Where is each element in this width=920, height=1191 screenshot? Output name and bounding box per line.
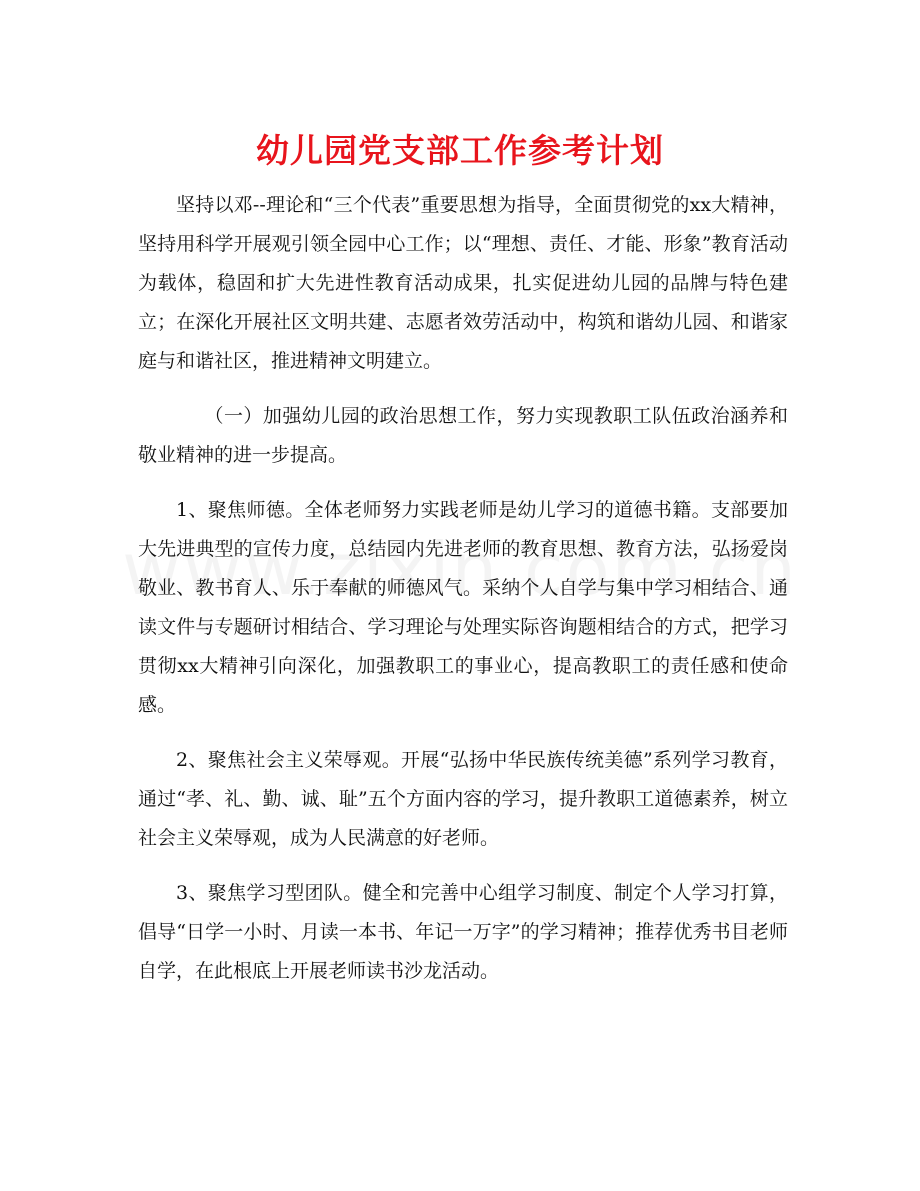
paragraph-intro: 坚持以邓--理论和“三个代表”重要思想为指导，全面贯彻党的xx大精神，坚持用科学开展观引领全园中心工作；以“理想、责任、才能、形象”教育活动为载体，稳固和扩大先进性教育活动成果，扎实促进幼儿园的品牌与特色建立；在深化开展社区文明共建、志愿者效劳活动中，构筑和谐幼儿园、和谐家庭与和谐社区，推进精神文明建立。 <box>138 194 788 372</box>
paragraph-item-1: 1、聚焦师德。全体老师努力实践老师是幼儿学习的道德书籍。支部要加大先进典型的宣传力度，总结园内先进老师的教育思想、教育方法，弘扬爱岗敬业、教书育人、乐于奉献的师德风气。采纳个人自学与集中学习相结合、通读文件与专题研讨相结合、学习理论与处理实际咨询题相结合的方式，把学习贯彻xx大精神引向深化，加强教职工的事业心，提高教职工的责任感和使命感。 <box>138 499 788 716</box>
document-body <box>138 186 788 1007</box>
paragraph-item-3: 3、聚焦学习型团队。健全和完善中心组学习制度、制定个人学习打算，倡导“日学一小时、月读一本书、年记一万字”的学习精神；推荐优秀书目老师自学，在此根底上开展老师读书沙龙活动。 <box>138 882 788 982</box>
paragraph-item-2: 2、聚焦社会主义荣辱观。开展“弘扬中华民族传统美德”系列学习教育，通过“孝、礼、勤、诚、耻”五个方面内容的学习，提升教职工道德素养，树立社会主义荣辱观，成为人民满意的好老师。 <box>138 749 788 849</box>
document-title: 幼儿园党支部工作参考计划 <box>256 131 664 170</box>
paragraph-section-1: （一）加强幼儿园的政治思想工作，努力实现教职工队伍政治涵养和敬业精神的进一步提高。 <box>138 405 788 466</box>
